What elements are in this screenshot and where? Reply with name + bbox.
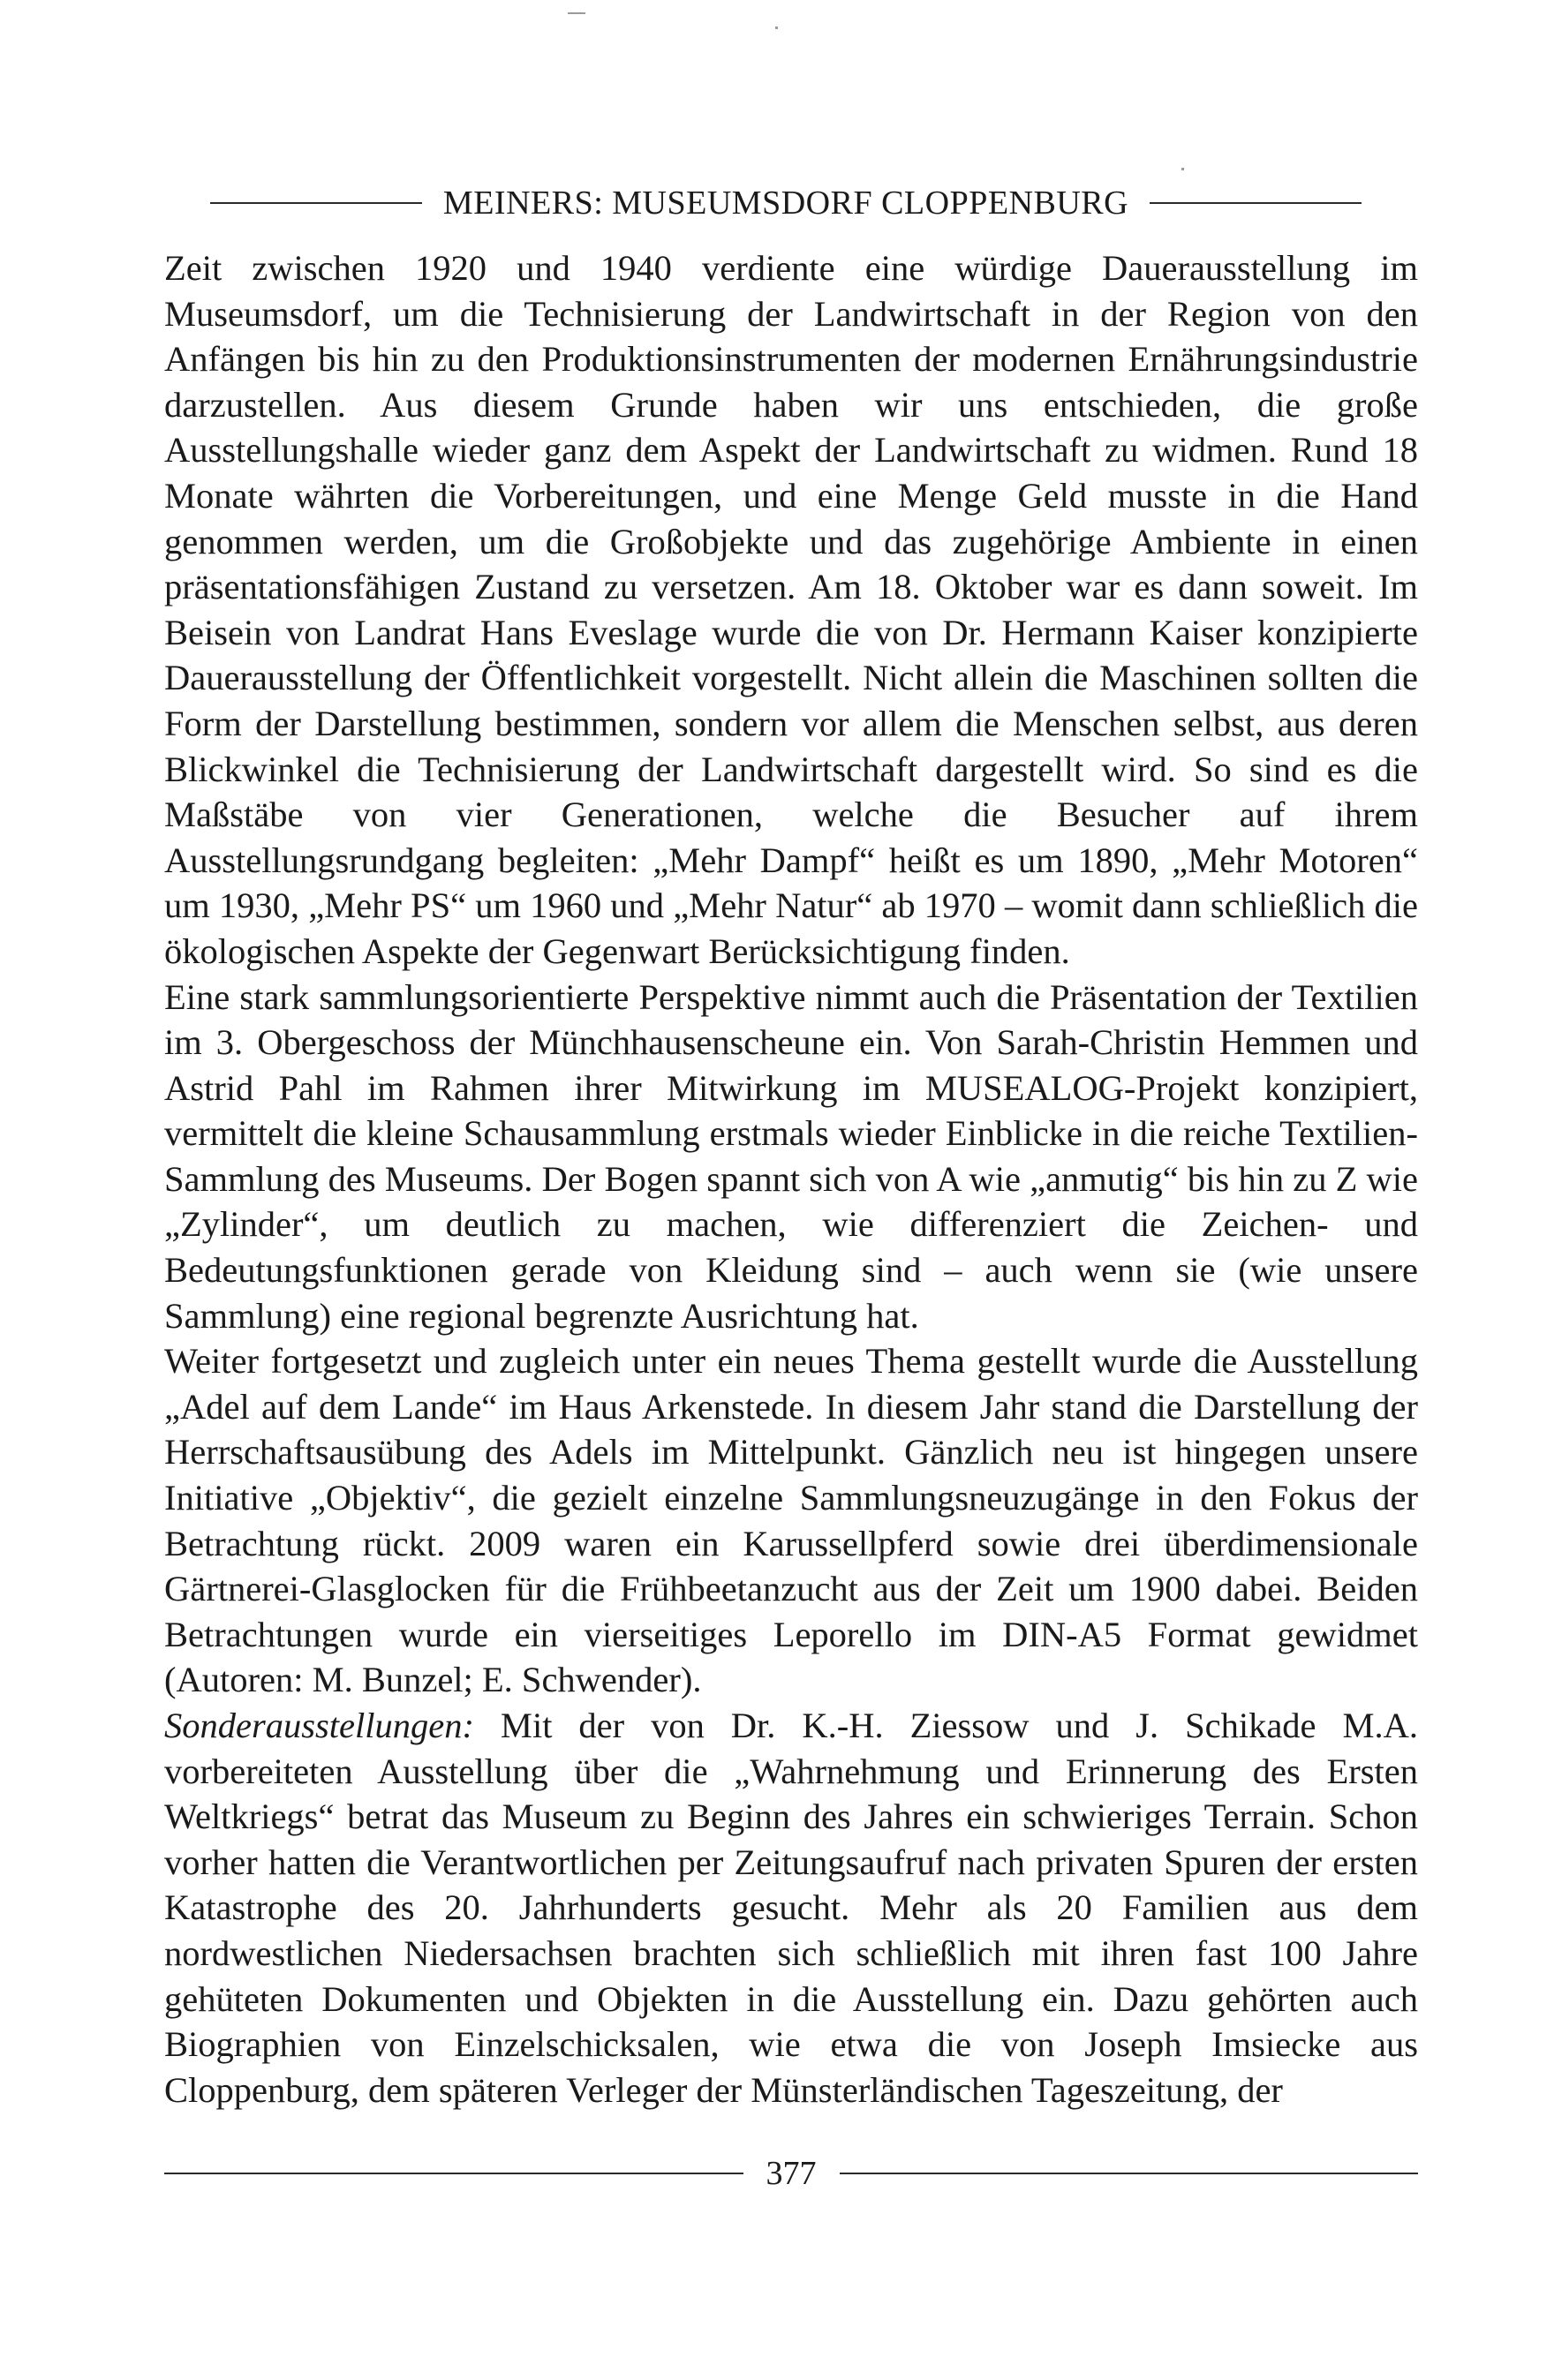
body-text [164,245,1418,2113]
footer-rule-right [840,2173,1419,2174]
running-title: MEINERS: MUSEUMSDORF CLOPPENBURG [442,185,1129,222]
header-rule-right [1150,202,1362,204]
section-lead: Sonderausstellungen: [164,1706,474,1745]
running-header [159,184,1413,222]
header-rule-left [210,202,422,204]
paragraph-sonderausstellungen-text: Mit der von Dr. K.-H. Ziessow und J. Schikade M.A. vorbereiteten Ausstellung über die „Wahrnehmung und Erinnerung des Ersten Weltkriegs“ betrat das Museum zu Beginn des Jahres ein schwieriges Terrain. Schon vorher hatten die Verantwortlichen per Zeitungsaufruf nach privaten Spuren der ersten Katastrophe des 20. Jahrhunderts gesucht. Mehr als 20 Familien aus dem nordwestlichen Niedersachsen brachten sich schließlich mit ihren fast 100 Jahre gehüteten Dokumenten und Objekten in die Ausstellung ein. Dazu gehörten auch Biographien von Einzelschicksalen, wie etwa die von Joseph Imsiecke aus Cloppenburg, dem späteren Verleger der Münsterländischen Tageszeitung, der [164,1706,1418,2110]
paragraph-textilien: Eine stark sammlungsorientierte Perspektive nimmt auch die Präsentation der Textilien im 3. Obergeschoss der Münchhausenscheune ein. Von Sarah-Christin Hemmen und Astrid Pahl im Rahmen ihrer Mitwirkung im MUSEALOG-Projekt konzipiert, vermittelt die kleine Schausammlung erstmals wieder Einblicke in die reiche Textilien-Sammlung des Museums. Der Bogen spannt sich von A wie „anmutig“ bis hin zu Z wie „Zylinder“, um deutlich zu machen, wie differenziert die Zeichen- und Bedeutungsfunktionen gerade von Kleidung sind – auch wenn sie (wie unsere Sammlung) eine regional begrenzte Ausrichtung hat. [164,976,1418,1336]
page-number: 377 [766,2155,817,2192]
scan-speck [1181,168,1184,170]
page-footer [164,2154,1418,2193]
paragraph-landwirtschaft: Zeit zwischen 1920 und 1940 verdiente eine würdige Dauerausstellung im Museumsdorf, um die Technisierung der Landwirtschaft in der Region von den Anfängen bis hin zu den Produktionsinstrumenten der modernen Ernährungsindustrie darzustellen. Aus diesem Grunde haben wir uns entschieden, die große Ausstellungshalle wieder ganz dem Aspekt der Landwirtschaft zu widmen. Rund 18 Monate währten die Vorbereitungen, und eine Menge Geld musste in die Hand genommen werden, um die Großobjekte und das zugehörige Ambiente in einen präsentationsfähigen Zustand zu versetzen. Am 18. Oktober war es dann soweit. Im Beisein von Landrat Hans Eveslage wurde die von Dr. Hermann Kaiser konzipierte Dauerausstellung der Öffentlichkeit vorgestellt. Nicht allein die Maschinen sollten die Form der Darstellung bestimmen, sondern vor allem die Menschen selbst, aus deren Blickwinkel die Technisierung der Landwirtschaft dargestellt wird. So sind es die Maßstäbe von vier Generationen, welche die Besucher auf ihrem Ausstellungsrundgang begleiten: „Mehr Dampf“ heißt es um 1890, „Mehr Motoren“ um 1930, „Mehr PS“ um 1960 und „Mehr Natur“ ab 1970 – womit dann schließlich die ökologischen Aspekte der Gegenwart Berücksichtigung finden. [164,248,1418,971]
scan-speck [568,12,585,14]
paragraph-sonderausstellungen [164,1703,1418,2113]
footer-rule-left [164,2173,743,2174]
scan-speck [775,26,778,29]
paragraph-adel: Weiter fortgesetzt und zugleich unter ein neues Thema gestellt wurde die Ausstellung „Adel auf dem Lande“ im Haus Arkenstede. In diesem Jahr stand die Darstellung der Herrschaftsausübung des Adels im Mittelpunkt. Gänzlich neu ist hingegen unsere Initiative „Objektiv“, die gezielt einzelne Sammlungsneuzugänge in den Fokus der Betrachtung rückt. 2009 waren ein Karussellpferd sowie drei überdimensionale Gärtnerei-Glasglocken für die Frühbeetanzucht aus der Zeit um 1900 dabei. Beiden Betrachtungen wurde ein vierseitiges Leporello im DIN-A5 Format gewidmet (Autoren: M. Bunzel; E. Schwender). [164,1341,1418,1700]
